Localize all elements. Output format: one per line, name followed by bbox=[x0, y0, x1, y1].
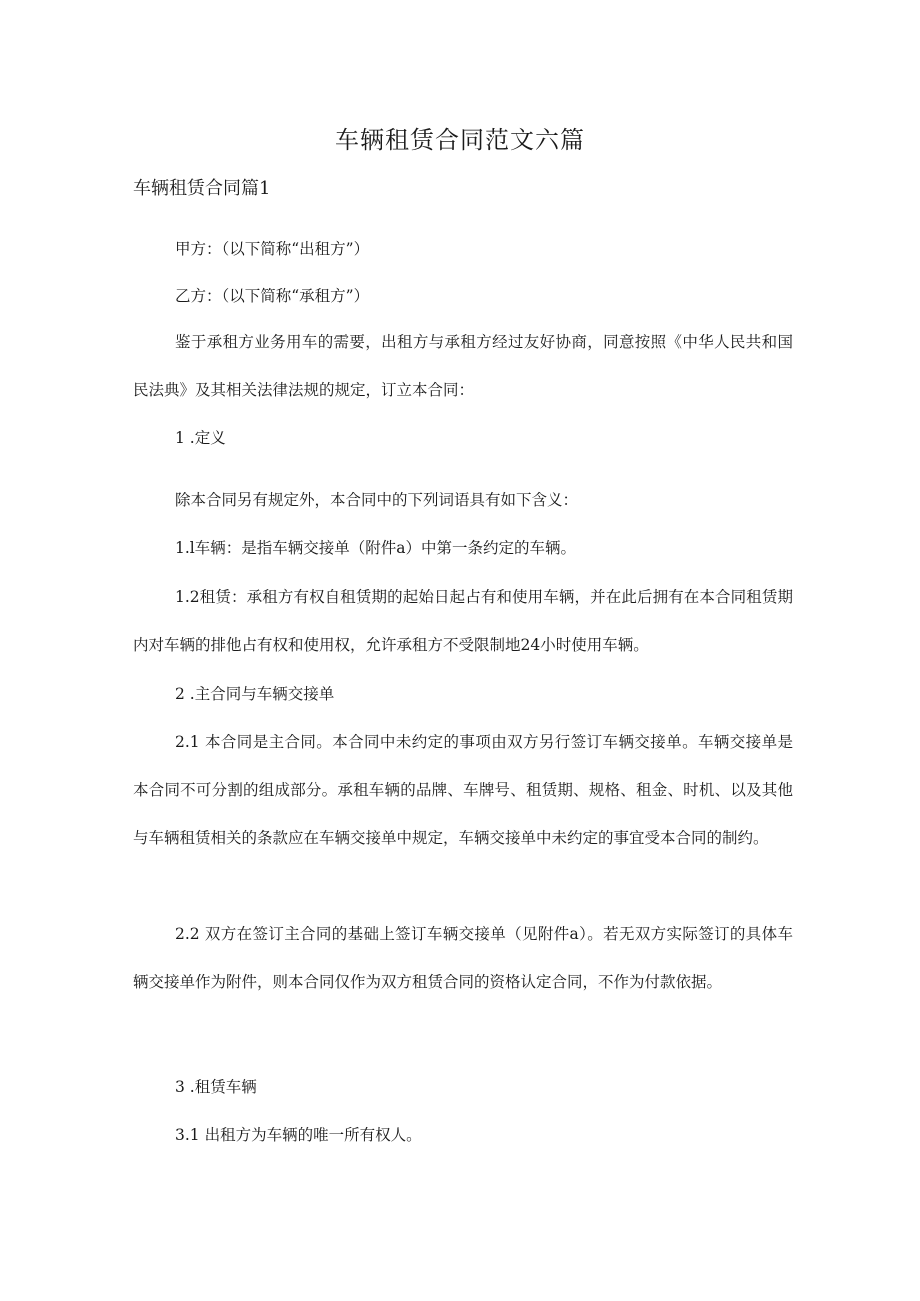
party-a-line: 甲方：（以下简称“出租方”） bbox=[175, 240, 370, 258]
clause-2-1: 2.1 本合同是主合同。本合同中未约定的事项由双方另行签订车辆交接单。车辆交接单是本合同不可分割的组成部分。承租车辆的品牌、车牌号、租赁期、规格、租金、时机、以及其他与车辆租赁相关的条款应在车辆交接单中规定，车辆交接单中未约定的事宜受本合同的制约。 bbox=[133, 733, 793, 847]
clause-3-1: 3.1 出租方为车辆的唯一所有权人。 bbox=[175, 1126, 422, 1144]
clause-1-1: 1.l车辆：是指车辆交接单（附件a）中第一条约定的车辆。 bbox=[175, 539, 576, 557]
clause-3-heading: 3 .租赁车辆 bbox=[175, 1078, 257, 1096]
document-title: 车辆租赁合同范文六篇 bbox=[335, 126, 585, 154]
preamble-paragraph: 鉴于承租方业务用车的需要，出租方与承租方经过友好协商，同意按照《中华人民共和国民法典》及其相关法律法规的规定，订立本合同： bbox=[133, 333, 793, 399]
clause-1-2: 1.2租赁：承租方有权自租赁期的起始日起占有和使用车辆，并在此后拥有在本合同租赁期内对车辆的排他占有权和使用权，允许承租方不受限制地24小时使用车辆。 bbox=[133, 588, 793, 654]
clause-2-2: 2.2 双方在签订主合同的基础上签订车辆交接单（见附件a）。若无双方实际签订的具体车辆交接单作为附件，则本合同仅作为双方租赁合同的资格认定合同，不作为付款依据。 bbox=[133, 925, 793, 991]
party-b-line: 乙方：（以下简称“承租方”） bbox=[175, 287, 370, 305]
definitions-intro: 除本合同另有规定外，本合同中的下列词语具有如下含义： bbox=[175, 491, 579, 509]
clause-1-heading: 1 .定义 bbox=[175, 429, 226, 447]
clause-2-heading: 2 .主合同与车辆交接单 bbox=[175, 685, 335, 703]
section-heading: 车辆租赁合同篇1 bbox=[133, 178, 271, 199]
